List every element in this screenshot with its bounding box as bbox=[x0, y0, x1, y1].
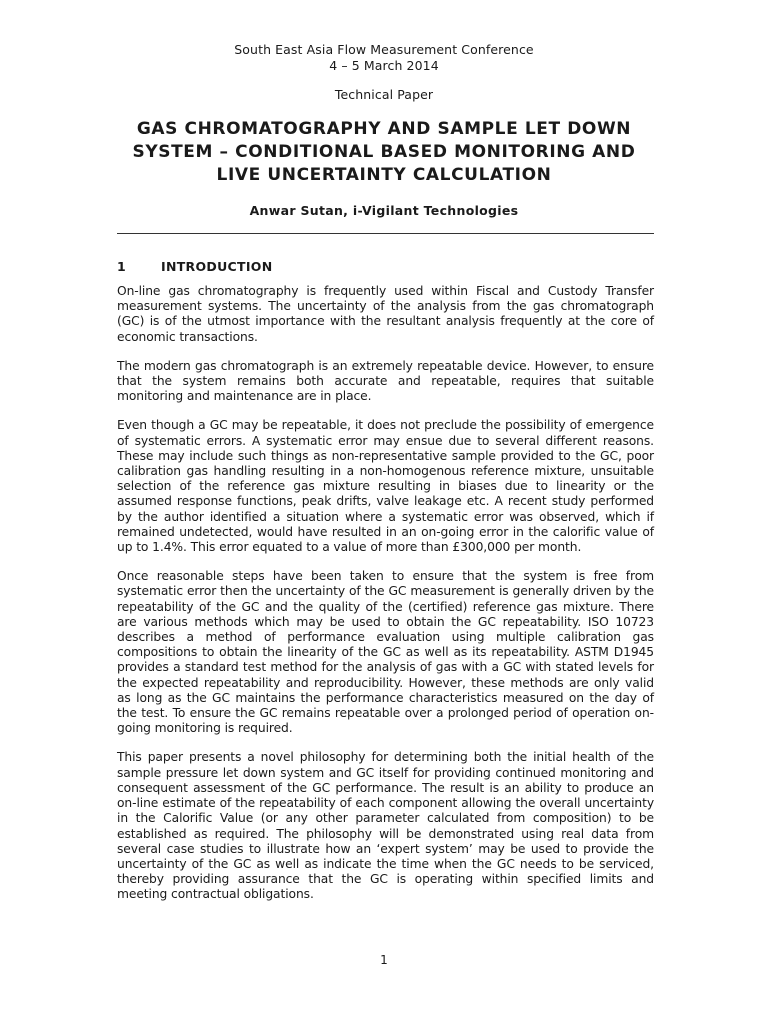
paragraph: Even though a GC may be repeatable, it does not preclude the possibility of emergence of systematic errors. A systematic error may ensue due to several different reasons. These may include such things as non-representative sample provided to the GC, poor calibration gas handling resulting in a non-homogenous reference mixture, unsuitable selection of the reference gas mixture resulting in biases due to linearity or the assumed response functions, peak drifts, valve leakage etc. A recent study performed by the author identified a situation where a systematic error was observed, which if remained undetected, would have resulted in an on-going error in the calorific value of up to 1.4%. This error equated to a value of more than £300,000 per month. bbox=[117, 418, 654, 555]
paragraph: Once reasonable steps have been taken to ensure that the system is free from systematic error then the uncertainty of the GC measurement is generally driven by the repeatability of the GC and the quality of the (certified) reference gas mixture. There are various methods which may be used to obtain the GC repeatability. ISO 10723 describes a method of performance evaluation using multiple calibration gas compositions to obtain the linearity of the GC as well as its repeatability. ASTM D1945 provides a standard test method for the analysis of gas with a GC with stated levels for the expected repeatability and reproducibility. However, these methods are only valid as long as the GC maintains the performance characteristics measured on the day of the test. To ensure the GC remains repeatable over a prolonged period of operation on-going monitoring is required. bbox=[117, 569, 654, 736]
title-line: LIVE UNCERTAINTY CALCULATION bbox=[216, 165, 552, 185]
paragraph: On-line gas chromatography is frequently used within Fiscal and Custody Transfer measurement systems. The uncertainty of the analysis from the gas chromatograph (GC) is of the utmost importance with the resultant analysis frequently at the core of economic transactions. bbox=[117, 284, 654, 344]
paragraph: This paper presents a novel philosophy for determining both the initial health of the sample pressure let down system and GC itself for providing continued monitoring and consequent assessment of the GC performance. The result is an ability to produce an on-line estimate of the repeatability of each component allowing the overall uncertainty in the Calorific Value (or any other parameter calculated from composition) to be established as required. The philosophy will be demonstrated using real data from several case studies to illustrate how an ‘expert system’ may be used to provide the uncertainty of the GC as well as indicate the time when the GC needs to be serviced, thereby providing assurance that the GC is operating within specified limits and meeting contractual obligations. bbox=[117, 750, 654, 902]
body-text bbox=[117, 284, 654, 917]
divider bbox=[117, 233, 654, 234]
page-number: 1 bbox=[380, 953, 388, 967]
conference-dates: 4 – 5 March 2014 bbox=[329, 58, 439, 73]
author-line: Anwar Sutan, i-Vigilant Technologies bbox=[249, 203, 519, 218]
conference-name: South East Asia Flow Measurement Conference bbox=[234, 42, 534, 57]
title-line: GAS CHROMATOGRAPHY AND SAMPLE LET DOWN bbox=[136, 119, 632, 139]
title-line: SYSTEM – CONDITIONAL BASED MONITORING AND bbox=[132, 142, 636, 162]
paragraph: The modern gas chromatograph is an extremely repeatable device. However, to ensure that the system remains both accurate and repeatable, requires that suitable monitoring and maintenance are in place. bbox=[117, 358, 654, 404]
paper-type: Technical Paper bbox=[334, 87, 434, 102]
paper-title bbox=[100, 118, 668, 187]
section-heading bbox=[117, 259, 272, 274]
section-title: INTRODUCTION bbox=[161, 259, 273, 274]
section-number: 1 bbox=[117, 259, 126, 274]
